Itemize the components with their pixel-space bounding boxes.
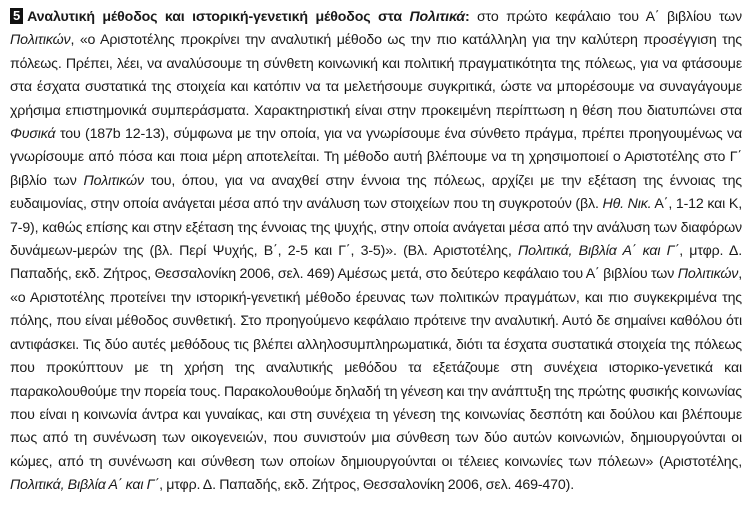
text-run: Α΄, 1-12 και Κ, 7-9), καθώς επίσης και στην εξέταση της έννοιας της ψυχής, στην οποία ανάγεται μέσα από την ανάλυση των διαφόρων δυνάμεων-μερών της (βλ. Περί Ψυχής, Β΄, 2-5 και Γ΄, 3-5)». (Βλ. Αριστοτέλης,: [10, 196, 743, 260]
italic-run: Ηθ. Νικ.: [602, 196, 652, 213]
text-run: του (187b 12-13), σύμφωνα με την οποία, για να γνωρίσουμε ένα σύνθετο πράγμα, πρέπει προηγουμένως να γνωρίσουμε από πόσα και ποια μέρη αποτελείται. Τη μέθοδο αυτή βλέπουμε να τη χρησιμοποιεί ο Αριστοτέλης στο Γ΄ βιβλίο των: [10, 126, 742, 189]
italic-run: Πολιτικών: [677, 266, 739, 283]
text-run: του, όπου, για να αναχθεί στην έννοια της πόλεως, αρχίζει με την εξέταση της έννοιας της ευδαιμονίας, στην οποία ανάγεται μέσα από την ανάλυση των στοιχείων που τη συγκροτούν (βλ.: [10, 172, 742, 213]
text-run: στο πρώτο κεφάλαιο του Α΄ βιβλίου των: [469, 9, 742, 25]
italic-run: Φυσικά: [10, 126, 56, 143]
section-title-colon: :: [464, 9, 470, 25]
section-title: Αναλυτική μέθοδος και ιστορική-γενετική μέθοδος στα: [27, 9, 410, 25]
section-paragraph: [10, 6, 742, 498]
section-number-badge: 5: [10, 8, 23, 24]
section-title-italic: Πολιτικά: [409, 9, 465, 25]
text-run: , μτφρ. Δ. Παπαδής, εκδ. Ζήτρος, Θεσσαλονίκη 2006, σελ. 469) Αμέσως μετά, στο δεύτερο κεφάλαιο του Α΄ βιβλίου των: [10, 243, 742, 283]
italic-run: Πολιτικά, Βιβλία Α΄ και Γ΄: [10, 477, 160, 494]
italic-run: Πολιτικών: [10, 32, 71, 49]
italic-run: Πολιτικά, Βιβλία Α΄ και Γ΄: [517, 243, 680, 260]
italic-run: Πολιτικών: [83, 172, 144, 189]
text-run: , μτφρ. Δ. Παπαδής, εκδ. Ζήτρος, Θεσσαλονίκη 2006, σελ. 469-470).: [159, 477, 574, 494]
text-run: , «ο Αριστοτέλης προκρίνει την αναλυτική μέθοδο ως την πιο κατάλληλη για την καλύτερη προσέγγιση της πόλεως. Πρέπει, λέει, να αναλύσουμε τη σύνθετη κοινωνική και πολιτική πραγματικότητα της πόλεως, για να φτάσουμε στα έσχατα συστατικά της στοιχεία και κατόπιν να τα μελετήσουμε συγκριτικά, ώστε να μπορέσουμε να συναγάγουμε χρήσιμα επιστημονικά συμπεράσματα. Χαρακτηριστική είναι στην προκειμένη περίπτωση η θέση που διατυπώνει στα: [10, 32, 742, 119]
text-run: , «ο Αριστοτέλης προτείνει την ιστορική-γενετική μέθοδο έρευνας των πολιτικών πραγμάτων, και πιο συγκεκριμένα της πόλης, που είναι μέθοδος συνθετική. Στο προηγούμενο κεφάλαιο πρότεινε την αναλυτική. Αυτό δε σημαίνει καθόλου ότι αντιφάσκει. Τις δύο αυτές μεθόδους τις βλέπει αλληλοσυμπληρωματικά, διότι τα έσχατα συστατικά στοιχεία της πόλεως που προκύπτουν με τη χρήση της αναλυτικής μεθόδου τα εξετάζουμε στη συνέχεια ιστορικο-γενετικά και παρακολουθούμε την πορεία τους. Παρακολουθούμε δηλαδή τη γένεση και την ανάπτυξη της πρώτης φυσικής κοινωνίας που είναι η κοινωνία άντρα και γυναίκας, και στη συνέχεια τη γένεση της κοινωνίας δεσπότη και δούλου και βλέπουμε πως από τη συνένωση των οικογενειών, που συνιστούν μια σύνθεση των δύο αυτών κοινωνιών, δημιουργούνται οι κώμες, από τη συνένωση και σύνθεση των οποίων δημιουργούνται οι τέλειες κοινωνίες των πόλεων» (Αριστοτέλης,: [10, 266, 742, 470]
